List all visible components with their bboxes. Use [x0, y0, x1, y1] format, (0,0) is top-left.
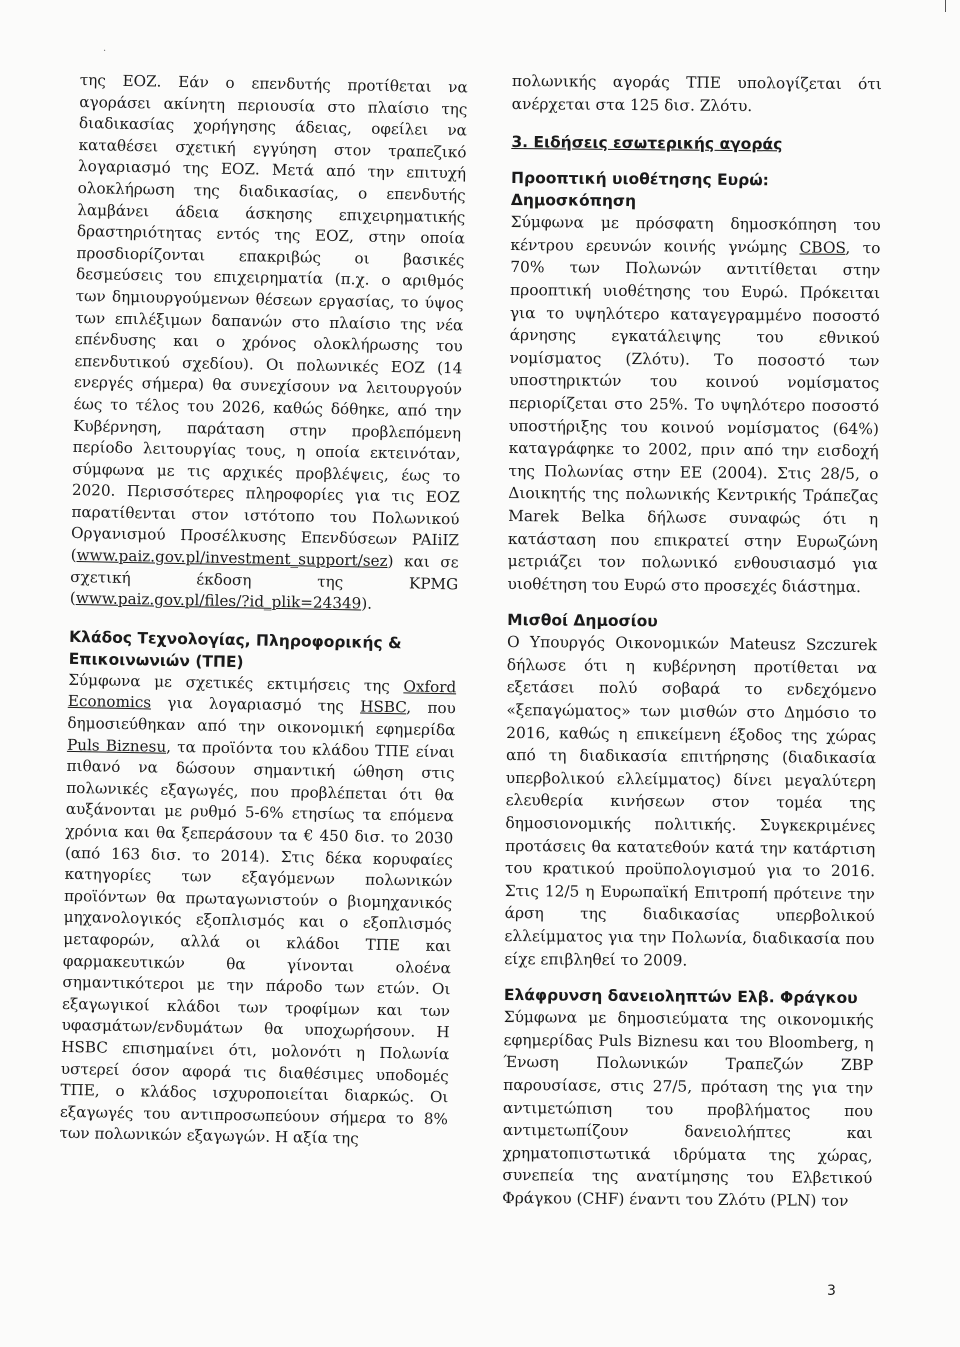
link-paiz-investment[interactable]: www.paiz.gov.pl/investment_support/sez: [76, 546, 388, 571]
right-column: [502, 70, 882, 1213]
link-hsbc[interactable]: HSBC: [359, 697, 407, 717]
paragraph-tech-sector: Σύμφωνα με σχετικές εκτιμήσεις της Oxford Economics για λογαριασμό της HSBC, που δημοσιεύθηκαν από την οικονομική εφημερίδα Puls Biznesu, τα προϊόντα του κλάδου ΤΠΕ είναι πιθανό να δώσουν σημαντική ώθηση στις πολωνικές εξαγωγές, που προβλέπεται ότι θα αυξάνονται με ρυθμό 5-6% ετησίως τα επόμενα χρόνια και θα ξεπεράσουν τα € 450 δισ. το 2030 (από 163 δισ. το 2014). Στις δέκα κορυφαίες κατηγορίες των εξαγόμενων πολωνικών προϊόντων θα πρωταγωνιστούν ο βιομηχανικός μηχανολογικός εξοπλισμός και ο εξοπλισμός μεταφορών, αλλά οι κλάδοι ΤΠΕ και φαρμακευτικών θα γίνονται ολοένα σημαντικότεροι με την πάροδο των ετών. Οι εξαγωγικοί κλάδοι των τροφίμων και των υφασμάτων/ενδυμάτων θα υποχωρήσουν. Η HSBC επισημαίνει ότι, μολονότι η Πολωνία υστερεί όσον αφορά τις διαθέσιμες υποδομές ΤΠΕ, ο κλάδος ισχυροποιείται διαρκώς. Οι εξαγωγές του αντιπροσωπεύουν σήμερα το 8% των πολωνικών εξαγωγών. Η αξία της: [59, 670, 457, 1148]
subheading-euro-poll: Προοπτική υιοθέτησης Ευρώ: Δημοσκόπηση: [510, 169, 769, 211]
subheading-public-wages: Μισθοί Δημοσίου: [507, 611, 658, 631]
paragraph-public-wages: Ο Υπουργός Οικονομικών Mateusz Szczurek δήλωσε ότι η κυβέρνηση προτίθεται να εξετάσει πολύ σοβαρά το ενδεχόμενο «ξεπαγώματος» των μισθών στο Δημόσιο το 2016, καθώς η επικείμενη έξοδος της χώρας από τη διαδικασία επιτήρησης (διαδικασία υπερβολικού ελλείμματος) δίνει μεγαλύτερη ελευθερία κινήσεων στον τομέα της δημοσιονομικής πολιτικής. Συγκεκριμένες προτάσεις θα κατατεθούν κατά την κατάρτιση του κρατικού προϋπολογισμού για το 2016. Στις 12/5 η Ευρωπαϊκή Επιτροπή πρότεινε την άρση της διαδικασίας υπερβολικού ελλείμματος για την Πολωνία, διαδικασία που είχε επιβληθεί το 2009.: [504, 633, 878, 970]
paragraph-market-value: πολωνικής αγοράς ΤΠΕ υπολογίζεται ότι ανέρχεται στα 125 δισ. Ζλότυ.: [511, 71, 882, 115]
link-oxford-economics[interactable]: Oxford Economics: [67, 677, 457, 712]
paragraph-euro-poll: Σύμφωνα με πρόσφατη δημοσκόπηση του κέντρου ερευνών κοινής γνώμης CBOS, το 70% των Πολωνών αντιτίθεται στην προοπτική υιοθέτησης του Ευρώ. Πρόκειται για το υψηλότερο καταγεγραμμένο ποσοστό άρνησης εγκατάλειψης του εθνικού νομίσματος (Ζλότυ). Το ποσοστό των υποστηρικτών του κοινού νομίσματος περιορίζεται στο 25%. Το υψηλότερο ποσοστό υποστήριξης του κοινού νομίσματος (64%) καταγράφηκε το 2002, πριν από την εισδοχή της Πολωνίας στην ΕΕ (2004). Στις 28/5, ο Διοικητής της πολωνικής Κεντρικής Τράπεζας Marek Belka δήλωσε συναφώς ότι η κατάσταση που επικρατεί στην Ευρωζώνη μετριάζει τον πολωνικό ενθουσιασμό για υιοθέτηση του Ευρώ στο προσεχές διάστημα.: [507, 213, 881, 596]
section-heading-domestic-news: 3. Ειδήσεις εσωτερικής αγοράς: [511, 133, 783, 154]
section-heading-tech: Κλάδος Τεχνολογίας, Πληροφορικής & Επικοινωνιών (ΤΠΕ): [68, 627, 402, 672]
page-number: 3: [827, 1283, 836, 1299]
paragraph-sez-continued: της ΕΟΖ. Εάν ο επενδυτής προτίθεται να αγοράσει ακίνητη περιουσία στο πλαίσιο της διαδικασίας χορήγησης άδειας, οφείλει να καταθέσει σχετική εγγύηση στον τραπεζικό λογαριασμό της ΕΟΖ. Μετά από την επιτυχή ολοκλήρωση της διαδικασίας, ο επενδυτής λαμβάνει άδεια άσκησης επιχειρηματικής δραστηριότητας εντός της ΕΟΖ, στην οποία προσδιορίζονται επακριβώς οι βασικές δεσμεύσεις του επιχειρηματία (π.χ. ο αριθμός των δημιουργούμενων θέσεων εργασίας, το ύψος των επιλέξιμων δαπανών στο πλαίσιο της νέα επένδυσης και ο χρόνος ολοκλήρωσης του επενδυτικού σχεδίου). Οι πολωνικές ΕΟΖ (14 ενεργές σήμερα) θα συνεχίσουν να λειτουργούν έως το τέλος του 2026, καθώς δόθηκε, από την Κυβέρνηση, παράταση στην προβλεπόμενη περίοδο λειτουργίας τους, η οποία εκτεινόταν, σύμφωνα με τις αρχικές προβλέψεις, έως το 2020. Περισσότερες πληροφορίες για τις ΕΟΖ παρατίθενται στον ιστότοπο του Πολωνικού Οργανισμού Προσέλκυσης Επενδύσεων PAIiIZ (www.paiz.gov.pl/investment_support/sez) και σε σχετική έκδοση της KPMG (www.paiz.gov.pl/files/?id_plik=24349).: [69, 70, 468, 613]
paragraph-chf-relief: Σύμφωνα με δημοσιεύματα της οικονομικής εφημερίδας Puls Biznesu και του Bloomberg, η Ένωση Πολωνικών Τραπεζών ZBP παρουσίασε, στις 27/5, πρόταση της για την αντιμετώπιση του προβλήματος που αντιμετωπίζουν δανειολήπτες και χρηματοπιστωτικά ιδρύματα της χώρας, συνεπεία της ανατίμησης του Ελβετικού Φράγκου (CHF) έναντι του Ζλότυ (PLN) τον: [502, 1008, 874, 1210]
scan-edge-mark: [945, 0, 946, 12]
scan-dot: ·: [103, 46, 107, 57]
link-paiz-files[interactable]: www.paiz.gov.pl/files/?id_plik=24349: [75, 589, 362, 613]
subheading-chf-relief: Ελάφρυνση δανειοληπτών Ελβ. Φράγκου: [503, 986, 858, 1008]
link-puls-biznesu[interactable]: Puls Biznesu: [66, 735, 167, 756]
left-column: [59, 70, 468, 1152]
link-cbos[interactable]: CBOS: [799, 238, 846, 257]
